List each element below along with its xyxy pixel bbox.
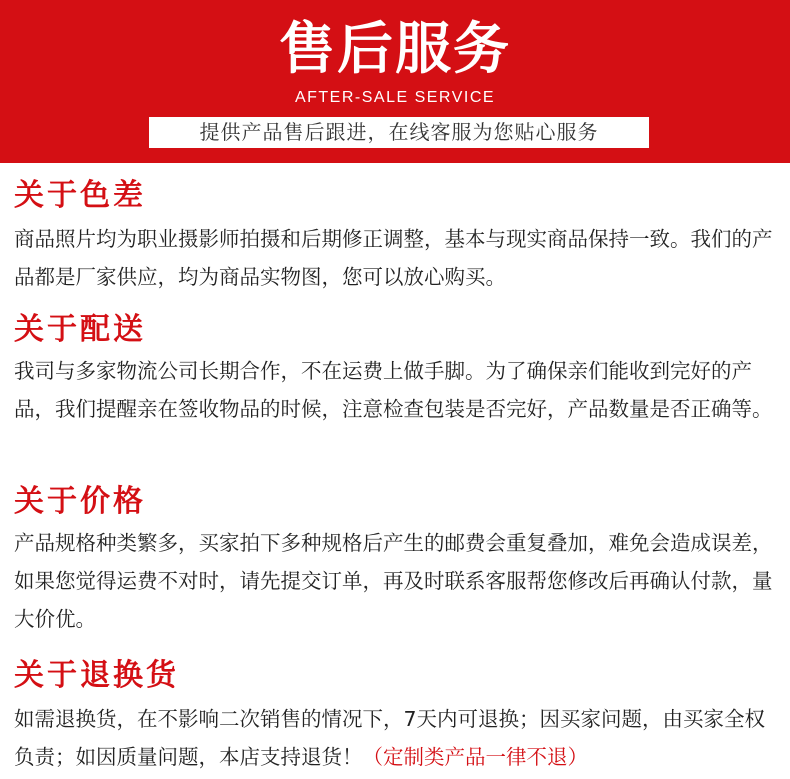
service-tagline: 提供产品售后跟进，在线客服为您贴心服务	[149, 117, 649, 148]
page-title: 售后服务	[279, 17, 511, 82]
section-body-color-difference: 商品照片均为职业摄影师拍摄和后期修正调整，基本与现实商品保持一致。我们的产品都是厂家供应，均为商品实物图，您可以放心购买。	[14, 227, 773, 289]
section-title-price: 关于价格	[14, 484, 146, 519]
section-body-returns	[14, 700, 778, 776]
section-title-returns: 关于退换货	[14, 658, 179, 693]
section-title-delivery: 关于配送	[14, 312, 146, 347]
header-banner-block	[0, 0, 790, 163]
section-title-color-difference: 关于色差	[14, 178, 146, 213]
section-body-price: 产品规格种类繁多，买家拍下多种规格后产生的邮费会重复叠加，难免会造成误差，如果您觉得运费不对时，请先提交订单，再及时联系客服帮您修改后再确认付款，量大价优。	[14, 531, 773, 631]
section-body-delivery: 我司与多家物流公司长期合作，不在运费上做手脚。为了确保亲们能收到完好的产品，我们提醒亲在签收物品的时候，注意检查包装是否完好，产品数量是否正确等。	[14, 359, 773, 421]
returns-policy-text: 如需退换货，在不影响二次销售的情况下，7天内可退换；因买家问题，由买家全权负责；如因质量问题，本店支持退货！	[14, 707, 766, 769]
custom-product-note: （定制类产品一律不退）	[362, 745, 588, 769]
page-subtitle: AFTER-SALE SERVICE	[294, 89, 496, 106]
